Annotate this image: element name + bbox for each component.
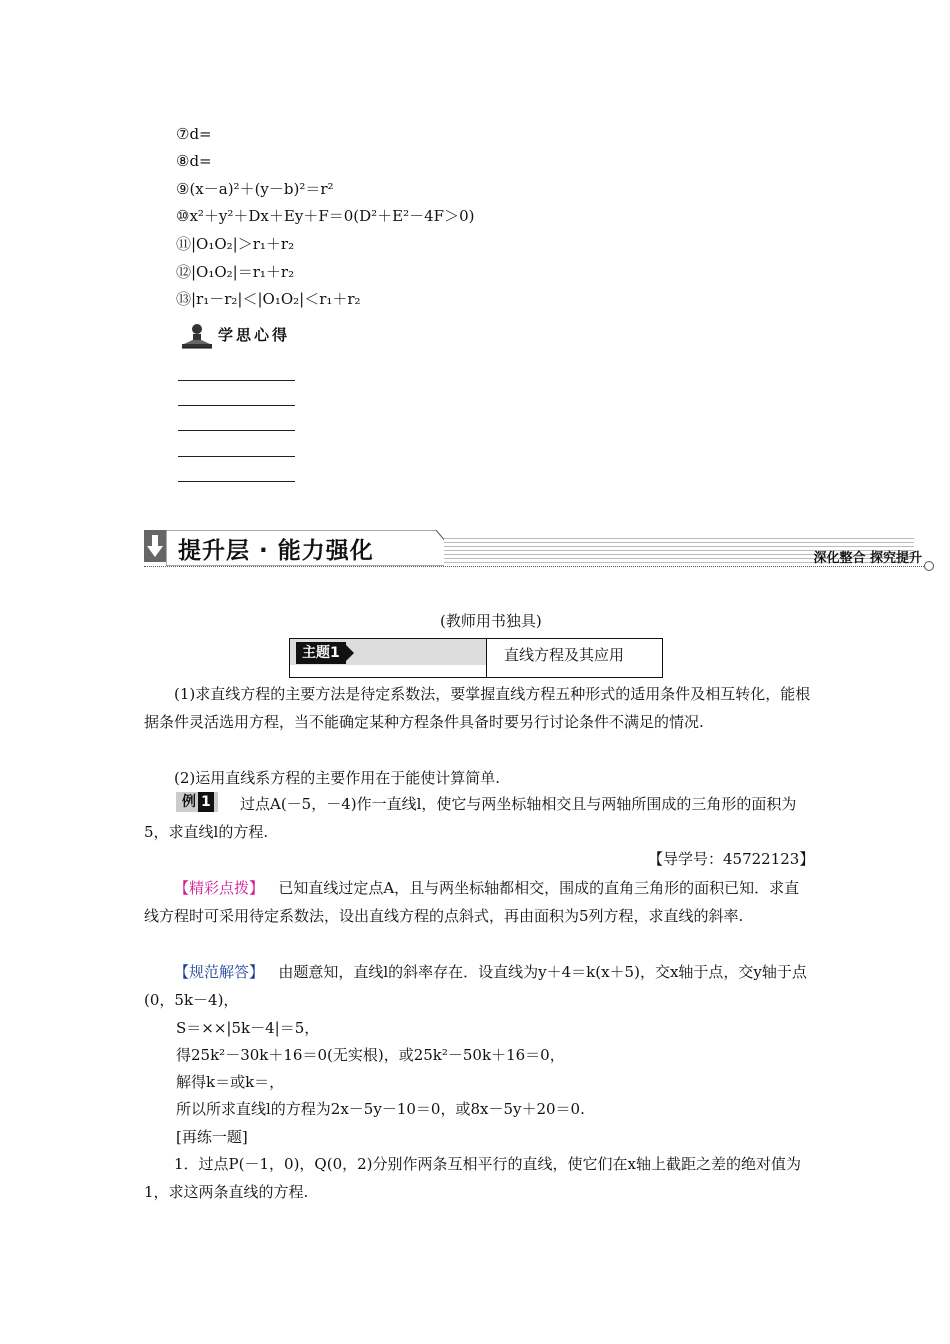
solution-label: 【规范解答】 (174, 963, 265, 981)
teacher-note: (教师用书独具) (440, 612, 542, 630)
example-tag-label: 例 (182, 794, 196, 810)
solution-text: 由题意知，直线l的斜率存在．设直线为y＋4＝k(x＋5)，交x轴于点，交y轴于点(0，5k－4)， (144, 963, 807, 1009)
example-hint (144, 874, 814, 930)
solution-spacer (264, 963, 278, 981)
down-arrow-icon (144, 530, 166, 562)
topic-tag-background (290, 639, 486, 665)
guide-number: 【导学号：45722123】 (648, 850, 815, 868)
example-tag-number: 1 (198, 792, 214, 812)
reflection-blank-line (178, 430, 295, 431)
answer-11: ⑪|O₁O₂|＞r₁＋r₂ (176, 235, 295, 253)
example-solution (144, 958, 814, 1014)
hint-label: 【精彩点拨】 (174, 879, 265, 897)
topic-box (289, 638, 663, 678)
reflection-blank-line (178, 456, 295, 457)
practice-problem: 1．过点P(－1，0)，Q(0，2)分别作两条互相平行的直线，使它们在x轴上截距之差的绝对值为1，求这两条直线的方程. (144, 1155, 801, 1201)
topic-divider (486, 639, 487, 677)
reading-person-icon (180, 322, 214, 350)
answer-13: ⑬|r₁－r₂|＜|O₁O₂|＜r₁＋r₂ (176, 290, 361, 308)
banner-end-circle (924, 561, 934, 571)
answer-10: ⑩x²＋y²＋Dx＋Ey＋F＝0(D²＋E²－4F＞0) (176, 207, 475, 225)
hint-spacer (264, 879, 278, 897)
hint-text: 已知直线过定点A，且与两坐标轴都相交，围成的直角三角形的面积已知．求直线方程时可采用待定系数法，设出直线方程的点斜式，再由面积为5列方程，求直线的斜率. (144, 879, 800, 925)
reflection-label: 学思心得 (218, 326, 291, 344)
banner-dotted-line (144, 566, 930, 567)
answer-8: ⑧d= (176, 152, 212, 170)
solution-step-2: 得25k²－30k＋16＝0(无实根)，或25k²－50k＋16＝0， (176, 1046, 565, 1064)
topic-tag: 主题1 (296, 642, 346, 664)
practice-label: [再练一题] (176, 1128, 248, 1146)
intro-paragraph-1: (1)求直线方程的主要方法是待定系数法，要掌握直线方程五种形式的适用条件及相互转化，能根据条件灵活选用方程，当不能确定某种方程条件具备时要另行讨论条件不满足的情况. (144, 685, 811, 731)
answer-7: ⑦d= (176, 125, 212, 143)
section-banner (144, 530, 934, 572)
reflection-blank-line (178, 380, 295, 381)
solution-step-1: S＝××|5k－4|＝5， (176, 1019, 320, 1037)
intro-paragraph-2: (2)运用直线系方程的主要作用在于能使计算简单. (174, 769, 501, 787)
topic-title: 直线方程及其应用 (504, 646, 625, 664)
banner-title: 提升层 · 能力强化 (178, 538, 374, 564)
answer-9: ⑨(x－a)²＋(y－b)²＝r² (176, 180, 334, 198)
answer-12: ⑫|O₁O₂|＝r₁＋r₂ (176, 263, 295, 281)
solution-step-3: 解得k＝或k＝， (176, 1073, 285, 1091)
example-problem: 过点A(－5，－4)作一直线l，使它与两坐标轴相交且与两轴所围成的三角形的面积为5，求直线l的方程. (144, 795, 797, 841)
solution-step-4: 所以所求直线l的方程为2x－5y－10＝0，或8x－5y＋20＝0. (176, 1100, 585, 1118)
reflection-blank-line (178, 481, 295, 482)
reflection-blank-line (178, 405, 295, 406)
banner-subtitle: 深化整合 探究提升 (813, 551, 922, 566)
